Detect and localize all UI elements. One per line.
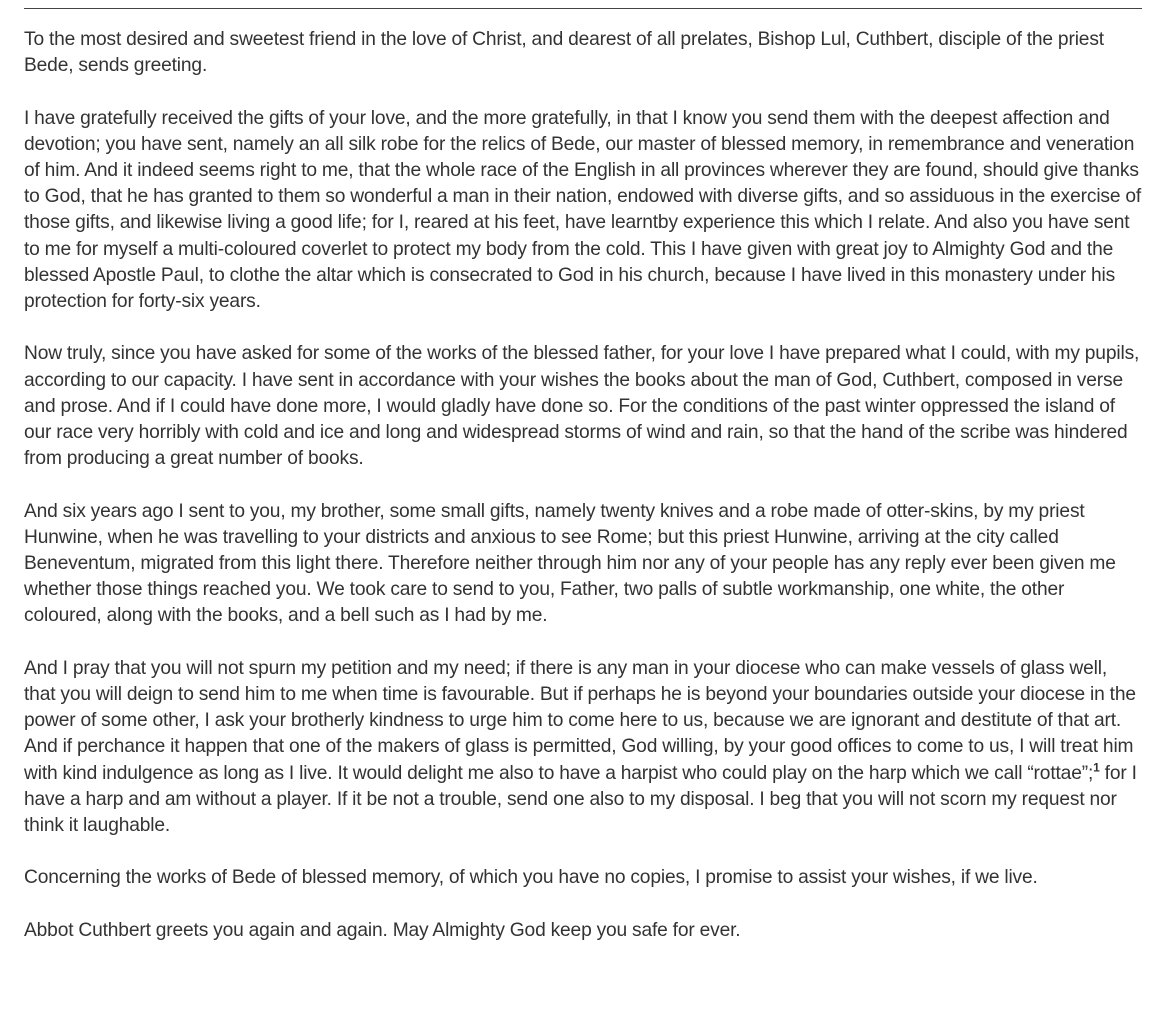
glassmaker-paragraph	[24, 656, 1142, 839]
gifts-paragraph: I have gratefully received the gifts of your love, and the more gratefully, in that I know you send them with the deepest affection and devotion; you have sent, namely an all silk robe for the relics of Bede, our master of blessed memory, in remembrance and veneration of him. And it indeed seems right to me, that the whole race of the English in all provinces wherever they are found, should give thanks to God, that he has granted to them so wonderful a man in their nation, endowed with diverse gifts, and so assiduous in the exercise of those gifts, and likewise living a good life; for I, reared at his feet, have learntby experience this which I relate. And also you have sent to me for myself a multi-coloured coverlet to protect my body from the cold. This I have given with great joy to Almighty God and the blessed Apostle Paul, to clothe the altar which is consecrated to God in his church, because I have lived in this monastery under his protection for forty-six years.	[24, 107, 1142, 313]
closing-paragraph: Abbot Cuthbert greets you again and again. May Almighty God keep you safe for ever.	[24, 919, 741, 941]
salutation-paragraph: To the most desired and sweetest friend in the love of Christ, and dearest of all prelates, Bishop Lul, Cuthbert, disciple of the priest Bede, sends greeting.	[24, 29, 1104, 77]
footnote-marker[interactable]: 1	[1093, 760, 1100, 775]
small-gifts-paragraph: And six years ago I sent to you, my brother, some small gifts, namely twenty knives and a robe made of otter-skins, by my priest Hunwine, when he was travelling to your districts and anxious to see Rome; but this priest Hunwine, arriving at the city called Beneventum, migrated from this light there. Therefore neither through him nor any of your people has any reply ever been given me whether those things reached you. We took care to send to you, Father, two palls of subtle workmanship, one white, the other coloured, along with the books, and a bell such as I had by me.	[24, 500, 1116, 627]
top-divider	[24, 8, 1142, 9]
glassmaker-text-start: And I pray that you will not spurn my petition and my need; if there is any man in your diocese who can make vessels of glass well, that you will deign to send him to me when time is favourable. But if perhaps he is beyond your boundaries outside your diocese in the power of some other, I ask your brotherly kindness to urge him to come here to us, because we are ignorant and destitute of that art. And if perchance it happen that one of the makers of glass is permitted, God willing, by your good offices to come to us, I will treat him with kind indulgence as long as I live. It would delight me also to have a harpist who could play on the harp which we call “rottae”;	[24, 657, 1136, 784]
bede-works-paragraph: Concerning the works of Bede of blessed memory, of which you have no copies, I promise to assist your wishes, if we live.	[24, 867, 1038, 889]
works-paragraph: Now truly, since you have asked for some of the works of the blessed father, for your love I have prepared what I could, with my pupils, according to our capacity. I have sent in accordance with your wishes the books about the man of God, Cuthbert, composed in verse and prose. And if I could have done more, I would gladly have done so. For the conditions of the past winter oppressed the island of our race very horribly with cold and ice and long and widespread storms of wind and rain, so that the hand of the scribe was hindered from producing a great number of books.	[24, 343, 1140, 470]
letter-body	[24, 27, 1142, 944]
glassmaker-text-end: for I have a harp and am without a player. If it be not a trouble, send one also to my disposal. I beg that you will not scorn my request nor think it laughable.	[24, 762, 1137, 837]
